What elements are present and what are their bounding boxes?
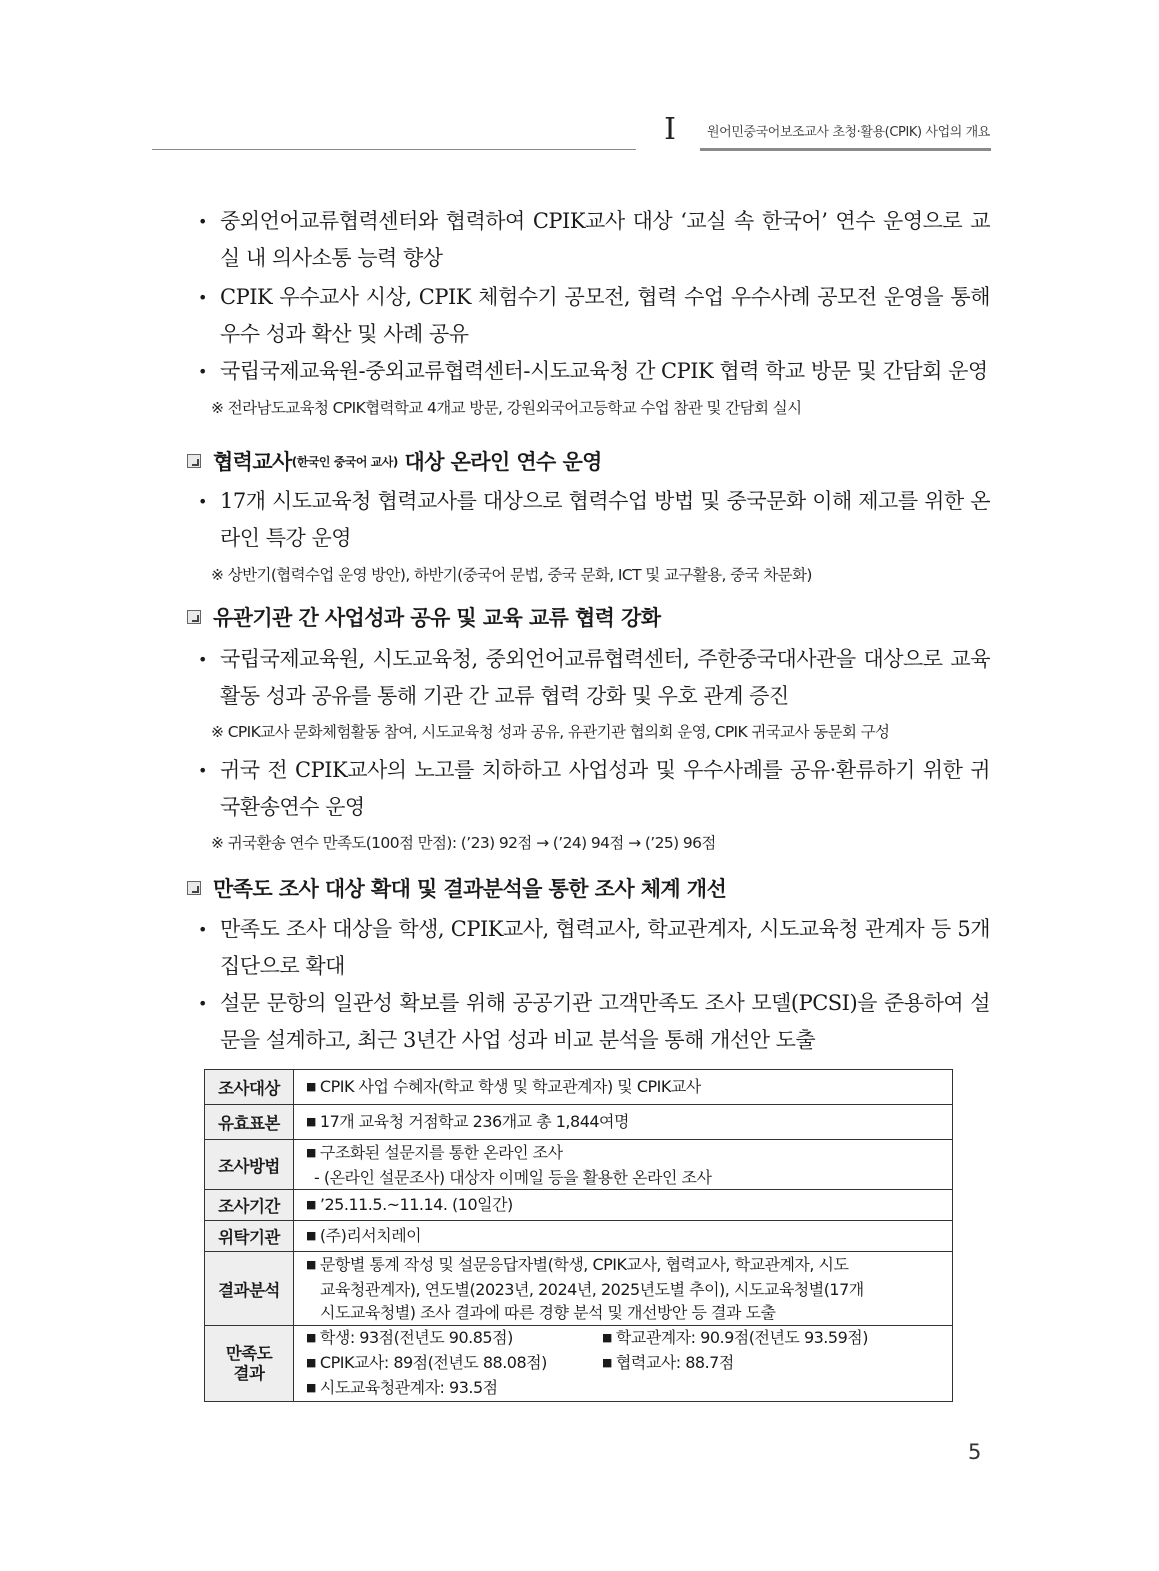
chapter-numeral: I: [664, 112, 676, 147]
row-text: 문항별 통계 작성 및 설문응답자별(학생, CPIK교사, 협력교사, 학교관계자, 시도: [319, 1255, 849, 1274]
square-bullet-icon: ■: [602, 1356, 612, 1369]
row-text: 시도교육청별) 조사 결과에 따른 경향 분석 및 개선방안 등 결과 도출: [320, 1303, 776, 1322]
bullet-text: 설문 문항의 일관성 확보를 위해 공공기관 고객만족도 조사 모델(PCSI)을 준용하여 설문을 설계하고, 최근 3년간 사업 성과 비교 분석을 통해 개선안 도출: [220, 991, 990, 1052]
row-text: (주)리서치레이: [319, 1225, 422, 1245]
square-bullet-icon: ■: [306, 1331, 316, 1344]
row-text: 구조화된 설문지를 통한 온라인 조사: [319, 1142, 563, 1162]
footnote: ※ 상반기(협력수업 운영 방안), 하반기(중국어 문법, 중국 문화, ICT 및 교구활용, 중국 차문화): [211, 566, 812, 584]
header-rule-right: [700, 148, 991, 151]
bullet-text: 국립국제교육원, 시도교육청, 중외언어교류협력센터, 주한중국대사관을 대상으로 교육활동 성과 공유를 통해 기관 간 교류 협력 강화 및 우호 관계 증진: [220, 647, 990, 708]
table-row: [205, 1070, 953, 1105]
row-text: 협력교사: 88.7점: [615, 1353, 734, 1372]
row-label: 조사대상: [205, 1070, 294, 1105]
square-bullet-icon: ■: [306, 1114, 316, 1128]
square-bullet-icon: ■: [306, 1258, 316, 1271]
square-bullet-icon: ■: [306, 1381, 316, 1394]
bullet-item: [198, 985, 990, 1059]
row-label: [205, 1326, 294, 1402]
row-text: 시도교육청관계자: 93.5점: [319, 1378, 498, 1397]
row-value: [294, 1326, 953, 1402]
table-row: [205, 1326, 953, 1402]
section-title-rest: 대상 온라인 연수 운영: [397, 450, 602, 474]
row-label: 유효표본: [205, 1105, 294, 1140]
square-bullet-icon: ■: [306, 1197, 316, 1211]
row-value: [294, 1190, 953, 1221]
square-bullet-icon: ■: [306, 1079, 316, 1093]
bullet-item: [198, 483, 990, 557]
row-text: CPIK교사: 89점(전년도 88.08점): [319, 1353, 547, 1372]
row-value: [294, 1105, 953, 1140]
bullet-item: [198, 279, 990, 353]
square-bullet-icon: ■: [602, 1331, 612, 1344]
row-text: CPIK 사업 수혜자(학교 학생 및 학교관계자) 및 CPIK교사: [319, 1076, 701, 1096]
footnote: ※ 귀국환송 연수 만족도(100점 만점): (’23) 92점 → (’24) 94점 → (’25) 96점: [211, 834, 716, 852]
row-text: 학생: 93점(전년도 90.85점): [319, 1328, 513, 1347]
row-value: [294, 1070, 953, 1105]
bullet-dot: •: [198, 492, 207, 511]
row-value: [294, 1221, 953, 1252]
row-text: ’25.11.5.~11.14. (10일간): [319, 1194, 513, 1214]
footnote: ※ 전라남도교육청 CPIK협력학교 4개교 방문, 강원외국어고등학교 수업 참관 및 간담회 실시: [211, 399, 802, 417]
bullet-text: 만족도 조사 대상을 학생, CPIK교사, 협력교사, 학교관계자, 시도교육청 관계자 등 5개 집단으로 확대: [220, 917, 990, 978]
row-text: 학교관계자: 90.9점(전년도 93.59점): [615, 1328, 868, 1347]
row-label: 조사기간: [205, 1190, 294, 1221]
row-value: [294, 1252, 953, 1326]
square-bullet-icon: ■: [306, 1145, 316, 1159]
section-title-small: (한국인 중국어 교사): [291, 454, 398, 469]
bullet-text: 중외언어교류협력센터와 협력하여 CPIK교사 대상 ‘교실 속 한국어’ 연수 운영으로 교실 내 의사소통 능력 향상: [220, 209, 990, 270]
section-heading: [187, 873, 726, 903]
bullet-text: 귀국 전 CPIK교사의 노고를 치하하고 사업성과 및 우수사례를 공유·환류하기 위한 귀국환송연수 운영: [220, 758, 990, 819]
footnote: ※ CPIK교사 문화체험활동 참여, 시도교육청 성과 공유, 유관기관 협의회 운영, CPIK 귀국교사 동문회 구성: [211, 723, 890, 741]
survey-summary-table: [204, 1069, 953, 1402]
checkbox-icon: [187, 881, 201, 895]
bullet-item: [198, 641, 990, 715]
bullet-dot: •: [198, 650, 207, 669]
bullet-dot: •: [198, 362, 207, 381]
table-row: [205, 1105, 953, 1140]
bullet-item: [198, 911, 990, 985]
row-label: 결과분석: [205, 1252, 294, 1326]
table-row: [205, 1252, 953, 1326]
row-value: [294, 1140, 953, 1190]
square-bullet-icon: ■: [306, 1356, 316, 1369]
section-heading: [187, 446, 602, 476]
row-label-line: 만족도: [225, 1343, 273, 1363]
row-label: 조사방법: [205, 1140, 294, 1190]
bullet-dot: •: [198, 288, 207, 307]
square-bullet-icon: ■: [306, 1228, 316, 1242]
row-subtext: - (온라인 설문조사) 대상자 이메일 등을 활용한 온라인 조사: [314, 1167, 712, 1187]
checkbox-icon: [187, 610, 201, 624]
row-text: 교육청관계자), 연도별(2023년, 2024년, 2025년도별 추이), 시도교육청별(17개: [320, 1280, 864, 1299]
bullet-text: 국립국제교육원-중외교류협력센터-시도교육청 간 CPIK 협력 학교 방문 및 간담회 운영: [220, 359, 988, 383]
table-row: [205, 1221, 953, 1252]
row-text: 17개 교육청 거점학교 236개교 총 1,844여명: [319, 1111, 629, 1131]
table-row: [205, 1190, 953, 1221]
section-title: 유관기관 간 사업성과 공유 및 교육 교류 협력 강화: [213, 606, 661, 630]
running-header-title: 원어민중국어보조교사 초청·활용(CPIK) 사업의 개요: [707, 125, 990, 140]
section-title-main: 협력교사: [213, 450, 292, 474]
page-number: 5: [968, 1440, 982, 1464]
bullet-dot: •: [198, 994, 207, 1013]
bullet-item: [198, 203, 990, 277]
bullet-text: 17개 시도교육청 협력교사를 대상으로 협력수업 방법 및 중국문화 이해 제고를 위한 온라인 특강 운영: [220, 489, 990, 550]
checkbox-icon: [187, 454, 201, 468]
table-row: [205, 1140, 953, 1190]
bullet-dot: •: [198, 212, 207, 231]
section-title: 만족도 조사 대상 확대 및 결과분석을 통한 조사 체계 개선: [213, 877, 727, 901]
row-label-line: 결과: [233, 1363, 265, 1383]
bullet-item: [198, 752, 990, 826]
section-heading: [187, 602, 660, 632]
bullet-text: CPIK 우수교사 시상, CPIK 체험수기 공모전, 협력 수업 우수사례 공모전 운영을 통해 우수 성과 확산 및 사례 공유: [220, 285, 990, 346]
header-rule-left: [152, 149, 636, 150]
bullet-dot: •: [198, 920, 207, 939]
bullet-item: [198, 353, 990, 390]
bullet-dot: •: [198, 761, 207, 780]
row-label: 위탁기관: [205, 1221, 294, 1252]
